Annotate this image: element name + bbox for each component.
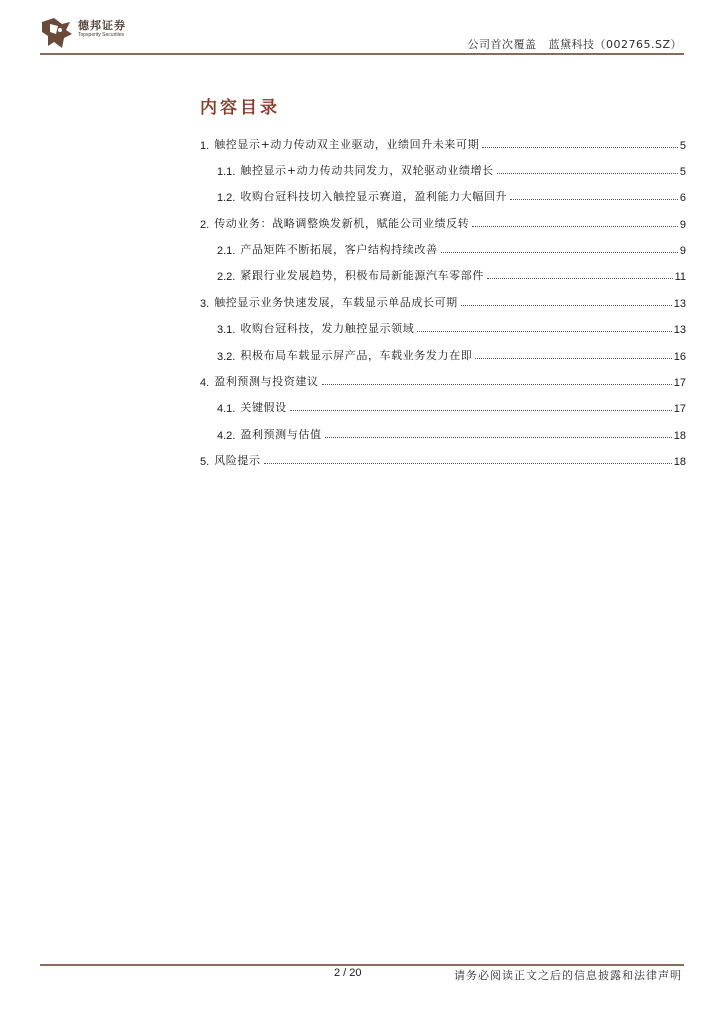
toc-entry-label: 风险提示 (214, 454, 261, 467)
toc-entry[interactable] (217, 261, 686, 283)
toc-entry-page: 5 (679, 140, 686, 152)
toc-entry-label: 关键假设 (240, 401, 287, 414)
toc-entry-number: 3.1. (217, 324, 236, 336)
toc-entry-label: 盈利预测与估值 (240, 428, 322, 441)
toc-leader-dots (497, 173, 678, 174)
toc-entry-label: 收购台冠科技切入触控显示赛道，盈利能力大幅回升 (240, 190, 508, 203)
toc-entry[interactable] (200, 446, 686, 468)
toc-entry[interactable] (217, 235, 686, 257)
toc-entry-page: 13 (673, 324, 686, 336)
toc-entry-number: 4.1. (217, 403, 236, 415)
toc-entry-number: 3.2. (217, 351, 236, 363)
toc-entry[interactable] (217, 393, 686, 415)
toc-entry-number: 1.1. (217, 166, 236, 178)
toc-entry-number: 2. (200, 219, 210, 231)
toc-leader-dots (325, 437, 672, 438)
toc-leader-dots (461, 305, 672, 306)
report-type: 公司首次覆盖 (467, 38, 537, 51)
toc-entry-label: 触控显示业务快速发展，车载显示单品成长可期 (214, 296, 458, 309)
toc-entry-label: 积极布局车载显示屏产品，车载业务发力在即 (240, 349, 473, 362)
toc-entry-label: 收购台冠科技，发力触控显示领域 (240, 322, 415, 335)
toc-entry-page: 11 (674, 271, 686, 283)
company-name: 蓝黛科技（002765.SZ） (548, 38, 682, 51)
toc-entry[interactable] (200, 288, 686, 310)
toc-entry-number: 3. (200, 298, 210, 310)
company-logo (40, 16, 126, 50)
toc-entry-number: 2.2. (217, 271, 236, 283)
toc-entry-page: 17 (673, 403, 686, 415)
toc-entry-number: 2.1. (217, 245, 236, 257)
toc-entry-page: 18 (673, 430, 686, 442)
report-header (467, 36, 682, 52)
toc-entry-label: 紧跟行业发展趋势，积极布局新能源汽车零部件 (240, 269, 484, 282)
toc-title: 内容目录 (200, 98, 280, 118)
page-number: 2 / 20 (334, 967, 362, 979)
toc-leader-dots (475, 358, 671, 359)
rabbit-logo-icon (40, 16, 74, 50)
toc-entry[interactable] (200, 367, 686, 389)
toc-entry[interactable] (217, 420, 686, 442)
toc-entry[interactable] (200, 209, 686, 231)
toc-leader-dots (510, 199, 678, 200)
toc-leader-dots (472, 226, 677, 227)
header-divider (40, 53, 684, 55)
toc-entry-label: 传动业务：战略调整焕发新机，赋能公司业绩反转 (214, 217, 470, 230)
toc-leader-dots (441, 252, 678, 253)
toc-entry-label: 盈利预测与投资建议 (214, 375, 319, 388)
toc-entry-number: 4.2. (217, 430, 236, 442)
toc-entry[interactable] (200, 130, 686, 152)
logo-name-cn: 德邦证券 (78, 19, 126, 32)
toc-entry-page: 9 (679, 245, 686, 257)
toc-entry-page: 9 (679, 219, 686, 231)
toc-entry[interactable] (217, 156, 686, 178)
toc-entry-number: 1.2. (217, 192, 236, 204)
toc-entry[interactable] (217, 182, 686, 204)
logo-name-en: Topsperity Securities (78, 32, 125, 38)
toc-leader-dots (417, 331, 671, 332)
toc-entry-page: 16 (673, 351, 686, 363)
toc-entry[interactable] (217, 341, 686, 363)
toc-entry-page: 18 (673, 456, 686, 468)
toc-entry-number: 4. (200, 377, 210, 389)
toc-leader-dots (290, 410, 672, 411)
toc-entry-page: 17 (673, 377, 686, 389)
toc-leader-dots (482, 147, 678, 148)
toc-entry-page: 13 (673, 298, 686, 310)
toc-entry-label: 产品矩阵不断拓展，客户结构持续改善 (240, 243, 438, 256)
toc-entry-label: 触控显示+动力传动双主业驱动，业绩回升未来可期 (214, 138, 480, 151)
toc-leader-dots (487, 278, 673, 279)
toc-entry-page: 6 (679, 192, 686, 204)
toc-leader-dots (264, 463, 672, 464)
legal-notice: 请务必阅读正文之后的信息披露和法律声明 (454, 969, 682, 982)
toc-entry[interactable] (217, 314, 686, 336)
toc-leader-dots (322, 384, 672, 385)
footer-divider (40, 964, 684, 966)
toc-entry-label: 触控显示+动力传动共同发力，双轮驱动业绩增长 (240, 164, 494, 177)
toc-entry-number: 1. (200, 140, 210, 152)
toc-entry-page: 5 (679, 166, 686, 178)
toc-entry-number: 5. (200, 456, 210, 468)
